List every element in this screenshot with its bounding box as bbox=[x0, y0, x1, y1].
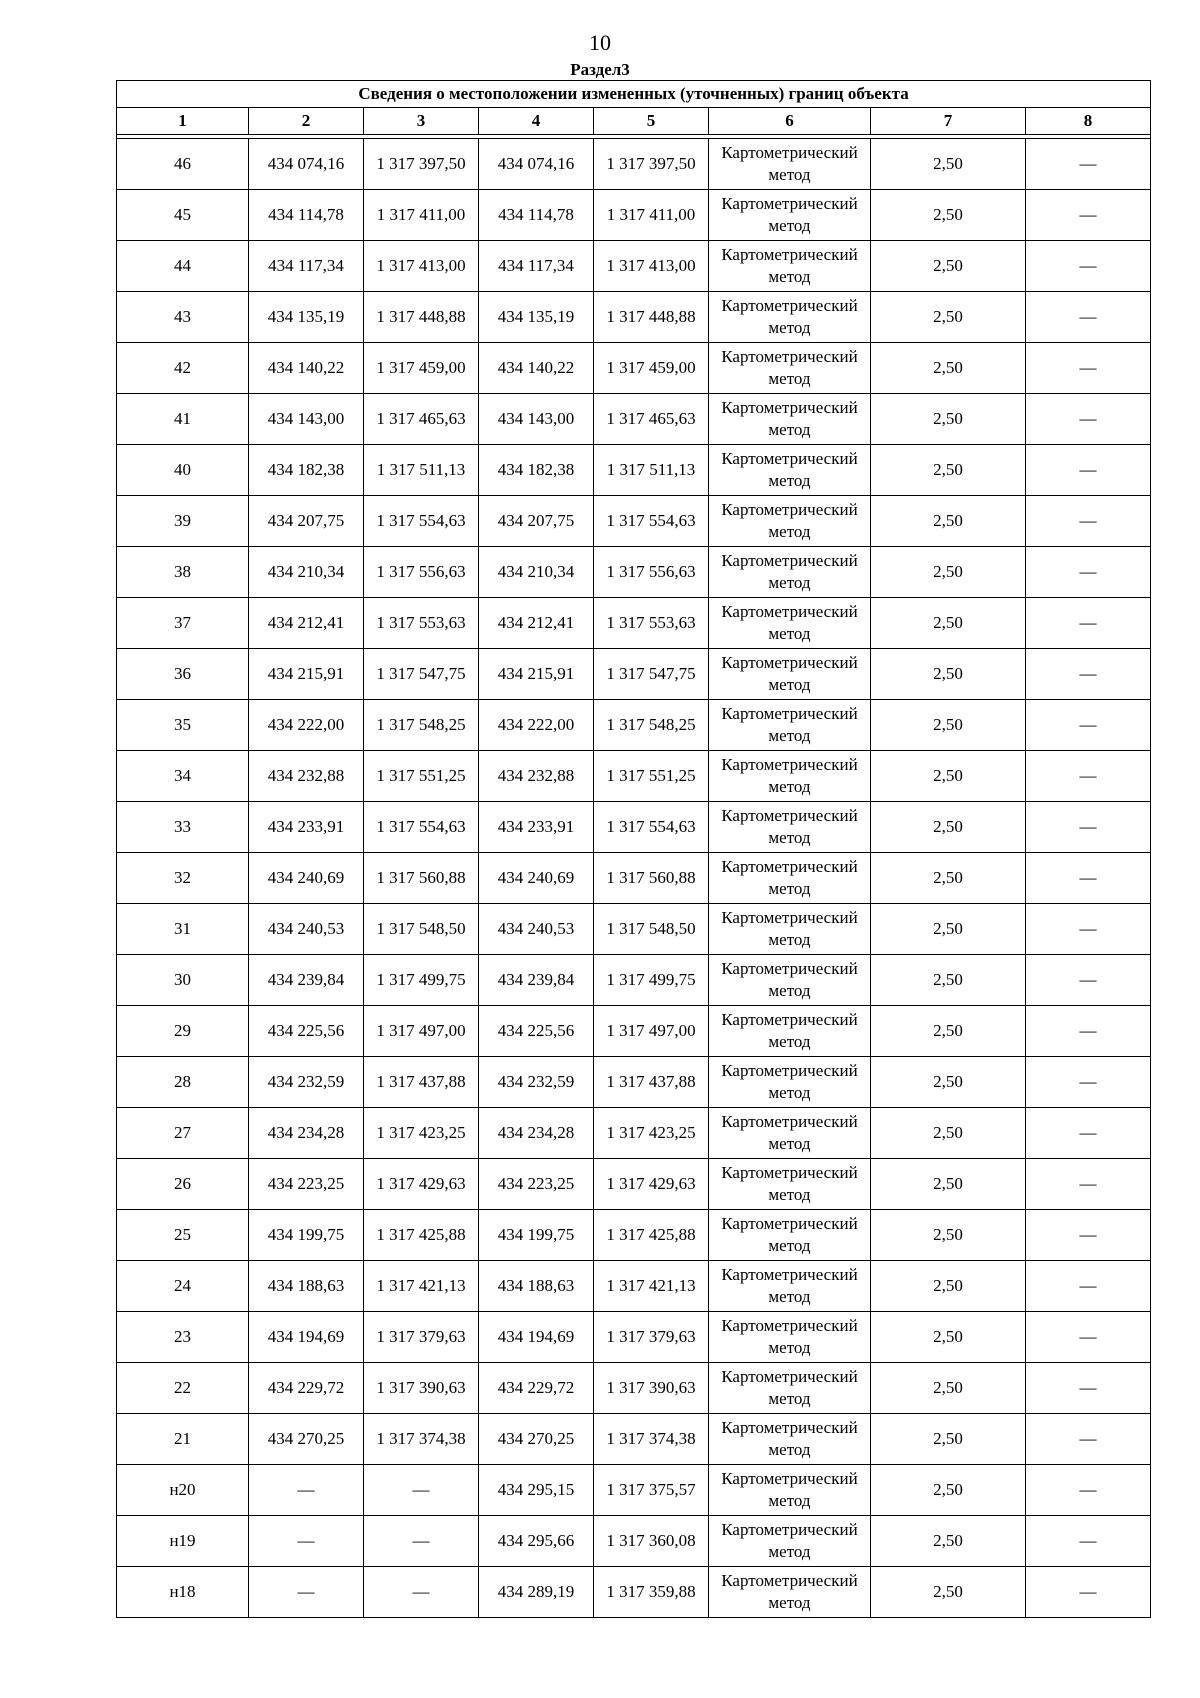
cell-description: — bbox=[1026, 1057, 1151, 1108]
cell-method: Картометрический метод bbox=[709, 1465, 871, 1516]
cell-point-id: 24 bbox=[117, 1261, 249, 1312]
cell-new-x: 434 295,66 bbox=[479, 1516, 594, 1567]
cell-accuracy: 2,50 bbox=[871, 1210, 1026, 1261]
cell-description: — bbox=[1026, 955, 1151, 1006]
cell-new-x: 434 240,69 bbox=[479, 853, 594, 904]
cell-old-x: 434 229,72 bbox=[249, 1363, 364, 1414]
cell-new-y: 1 317 421,13 bbox=[594, 1261, 709, 1312]
cell-accuracy: 2,50 bbox=[871, 598, 1026, 649]
cell-new-x: 434 117,34 bbox=[479, 241, 594, 292]
cell-method: Картометрический метод bbox=[709, 1567, 871, 1618]
cell-old-x: 434 074,16 bbox=[249, 139, 364, 190]
cell-description: — bbox=[1026, 190, 1151, 241]
cell-new-x: 434 199,75 bbox=[479, 1210, 594, 1261]
cell-description: — bbox=[1026, 1414, 1151, 1465]
cell-point-id: 27 bbox=[117, 1108, 249, 1159]
cell-method: Картометрический метод bbox=[709, 139, 871, 190]
cell-point-id: н20 bbox=[117, 1465, 249, 1516]
cell-new-y: 1 317 360,08 bbox=[594, 1516, 709, 1567]
cell-point-id: 45 bbox=[117, 190, 249, 241]
cell-new-y: 1 317 499,75 bbox=[594, 955, 709, 1006]
table-row bbox=[117, 394, 1151, 445]
cell-accuracy: 2,50 bbox=[871, 241, 1026, 292]
cell-point-id: 23 bbox=[117, 1312, 249, 1363]
cell-new-x: 434 289,19 bbox=[479, 1567, 594, 1618]
cell-method: Картометрический метод bbox=[709, 547, 871, 598]
cell-old-x: 434 135,19 bbox=[249, 292, 364, 343]
cell-accuracy: 2,50 bbox=[871, 292, 1026, 343]
cell-point-id: 25 bbox=[117, 1210, 249, 1261]
column-number-3: 3 bbox=[364, 108, 479, 135]
cell-old-y: 1 317 556,63 bbox=[364, 547, 479, 598]
cell-new-y: 1 317 554,63 bbox=[594, 496, 709, 547]
cell-new-x: 434 207,75 bbox=[479, 496, 594, 547]
cell-old-y: 1 317 448,88 bbox=[364, 292, 479, 343]
cell-old-y: 1 317 429,63 bbox=[364, 1159, 479, 1210]
cell-new-x: 434 229,72 bbox=[479, 1363, 594, 1414]
table-row bbox=[117, 1261, 1151, 1312]
cell-point-id: 34 bbox=[117, 751, 249, 802]
cell-new-y: 1 317 423,25 bbox=[594, 1108, 709, 1159]
cell-old-y: 1 317 499,75 bbox=[364, 955, 479, 1006]
cell-point-id: 33 bbox=[117, 802, 249, 853]
cell-old-y: 1 317 547,75 bbox=[364, 649, 479, 700]
table-row bbox=[117, 751, 1151, 802]
cell-point-id: 46 bbox=[117, 139, 249, 190]
cell-old-y: 1 317 413,00 bbox=[364, 241, 479, 292]
table-row bbox=[117, 1414, 1151, 1465]
cell-description: — bbox=[1026, 445, 1151, 496]
cell-old-y: 1 317 554,63 bbox=[364, 802, 479, 853]
column-number-5: 5 bbox=[594, 108, 709, 135]
cell-accuracy: 2,50 bbox=[871, 445, 1026, 496]
cell-new-y: 1 317 359,88 bbox=[594, 1567, 709, 1618]
cell-accuracy: 2,50 bbox=[871, 649, 1026, 700]
cell-old-y: 1 317 465,63 bbox=[364, 394, 479, 445]
table-row bbox=[117, 1567, 1151, 1618]
cell-old-y: 1 317 423,25 bbox=[364, 1108, 479, 1159]
cell-new-y: 1 317 397,50 bbox=[594, 139, 709, 190]
cell-old-x: 434 233,91 bbox=[249, 802, 364, 853]
cell-accuracy: 2,50 bbox=[871, 343, 1026, 394]
table-row bbox=[117, 445, 1151, 496]
cell-accuracy: 2,50 bbox=[871, 751, 1026, 802]
cell-old-x: 434 140,22 bbox=[249, 343, 364, 394]
table-row bbox=[117, 1108, 1151, 1159]
cell-description: — bbox=[1026, 496, 1151, 547]
column-number-7: 7 bbox=[871, 108, 1026, 135]
cell-point-id: 35 bbox=[117, 700, 249, 751]
cell-new-x: 434 270,25 bbox=[479, 1414, 594, 1465]
cell-new-y: 1 317 548,25 bbox=[594, 700, 709, 751]
cell-method: Картометрический метод bbox=[709, 1516, 871, 1567]
cell-new-x: 434 232,59 bbox=[479, 1057, 594, 1108]
cell-old-x: 434 182,38 bbox=[249, 445, 364, 496]
cell-new-y: 1 317 374,38 bbox=[594, 1414, 709, 1465]
cell-old-y: 1 317 497,00 bbox=[364, 1006, 479, 1057]
cell-old-y: — bbox=[364, 1516, 479, 1567]
cell-new-y: 1 317 411,00 bbox=[594, 190, 709, 241]
cell-point-id: 32 bbox=[117, 853, 249, 904]
cell-old-y: — bbox=[364, 1465, 479, 1516]
cell-point-id: 26 bbox=[117, 1159, 249, 1210]
cell-old-x: 434 240,69 bbox=[249, 853, 364, 904]
cell-old-y: 1 317 554,63 bbox=[364, 496, 479, 547]
cell-new-x: 434 215,91 bbox=[479, 649, 594, 700]
cell-point-id: 22 bbox=[117, 1363, 249, 1414]
cell-new-y: 1 317 413,00 bbox=[594, 241, 709, 292]
table-row bbox=[117, 292, 1151, 343]
cell-method: Картометрический метод bbox=[709, 1312, 871, 1363]
cell-accuracy: 2,50 bbox=[871, 1516, 1026, 1567]
cell-old-x: — bbox=[249, 1567, 364, 1618]
cell-description: — bbox=[1026, 343, 1151, 394]
cell-accuracy: 2,50 bbox=[871, 802, 1026, 853]
cell-old-y: 1 317 411,00 bbox=[364, 190, 479, 241]
cell-method: Картометрический метод bbox=[709, 445, 871, 496]
cell-old-y: 1 317 379,63 bbox=[364, 1312, 479, 1363]
cell-point-id: 38 bbox=[117, 547, 249, 598]
cell-method: Картометрический метод bbox=[709, 649, 871, 700]
cell-point-id: н19 bbox=[117, 1516, 249, 1567]
column-number-4: 4 bbox=[479, 108, 594, 135]
cell-old-x: 434 143,00 bbox=[249, 394, 364, 445]
cell-method: Картометрический метод bbox=[709, 394, 871, 445]
cell-new-x: 434 225,56 bbox=[479, 1006, 594, 1057]
cell-new-y: 1 317 379,63 bbox=[594, 1312, 709, 1363]
table-row bbox=[117, 139, 1151, 190]
table-row bbox=[117, 343, 1151, 394]
cell-old-x: 434 232,59 bbox=[249, 1057, 364, 1108]
cell-point-id: 28 bbox=[117, 1057, 249, 1108]
cell-new-x: 434 194,69 bbox=[479, 1312, 594, 1363]
cell-description: — bbox=[1026, 802, 1151, 853]
cell-new-x: 434 222,00 bbox=[479, 700, 594, 751]
table-row bbox=[117, 496, 1151, 547]
cell-new-y: 1 317 553,63 bbox=[594, 598, 709, 649]
cell-description: — bbox=[1026, 292, 1151, 343]
cell-accuracy: 2,50 bbox=[871, 1108, 1026, 1159]
cell-point-id: 21 bbox=[117, 1414, 249, 1465]
cell-point-id: 42 bbox=[117, 343, 249, 394]
cell-method: Картометрический метод bbox=[709, 955, 871, 1006]
table-row bbox=[117, 700, 1151, 751]
column-number-2: 2 bbox=[249, 108, 364, 135]
cell-point-id: 30 bbox=[117, 955, 249, 1006]
cell-accuracy: 2,50 bbox=[871, 1414, 1026, 1465]
cell-old-x: 434 212,41 bbox=[249, 598, 364, 649]
cell-new-x: 434 135,19 bbox=[479, 292, 594, 343]
table-row bbox=[117, 649, 1151, 700]
cell-old-y: 1 317 548,25 bbox=[364, 700, 479, 751]
cell-new-y: 1 317 465,63 bbox=[594, 394, 709, 445]
cell-old-y: 1 317 374,38 bbox=[364, 1414, 479, 1465]
cell-accuracy: 2,50 bbox=[871, 190, 1026, 241]
column-number-8: 8 bbox=[1026, 108, 1151, 135]
column-number-6: 6 bbox=[709, 108, 871, 135]
cell-method: Картометрический метод bbox=[709, 751, 871, 802]
cell-description: — bbox=[1026, 1312, 1151, 1363]
table-row bbox=[117, 802, 1151, 853]
cell-method: Картометрический метод bbox=[709, 292, 871, 343]
section-title: Раздел3 bbox=[570, 60, 630, 79]
cell-method: Картометрический метод bbox=[709, 1159, 871, 1210]
cell-old-x: 434 234,28 bbox=[249, 1108, 364, 1159]
cell-description: — bbox=[1026, 1159, 1151, 1210]
cell-description: — bbox=[1026, 700, 1151, 751]
cell-accuracy: 2,50 bbox=[871, 394, 1026, 445]
cell-description: — bbox=[1026, 1210, 1151, 1261]
cell-new-y: 1 317 497,00 bbox=[594, 1006, 709, 1057]
table-row bbox=[117, 1312, 1151, 1363]
cell-method: Картометрический метод bbox=[709, 1057, 871, 1108]
cell-method: Картометрический метод bbox=[709, 1108, 871, 1159]
cell-point-id: 44 bbox=[117, 241, 249, 292]
cell-old-x: 434 194,69 bbox=[249, 1312, 364, 1363]
cell-old-x: 434 232,88 bbox=[249, 751, 364, 802]
cell-description: — bbox=[1026, 1516, 1151, 1567]
table-row bbox=[117, 241, 1151, 292]
cell-new-y: 1 317 560,88 bbox=[594, 853, 709, 904]
cell-method: Картометрический метод bbox=[709, 700, 871, 751]
cell-old-y: 1 317 548,50 bbox=[364, 904, 479, 955]
cell-description: — bbox=[1026, 598, 1151, 649]
cell-old-y: 1 317 425,88 bbox=[364, 1210, 479, 1261]
cell-old-x: 434 117,34 bbox=[249, 241, 364, 292]
cell-new-x: 434 140,22 bbox=[479, 343, 594, 394]
cell-old-y: 1 317 560,88 bbox=[364, 853, 479, 904]
cell-description: — bbox=[1026, 904, 1151, 955]
cell-accuracy: 2,50 bbox=[871, 1261, 1026, 1312]
cell-new-y: 1 317 390,63 bbox=[594, 1363, 709, 1414]
cell-new-x: 434 232,88 bbox=[479, 751, 594, 802]
cell-old-x: 434 239,84 bbox=[249, 955, 364, 1006]
cell-new-y: 1 317 548,50 bbox=[594, 904, 709, 955]
cell-old-x: 434 188,63 bbox=[249, 1261, 364, 1312]
table-row bbox=[117, 1363, 1151, 1414]
cell-new-x: 434 240,53 bbox=[479, 904, 594, 955]
cell-new-x: 434 212,41 bbox=[479, 598, 594, 649]
column-number-row bbox=[117, 108, 1151, 135]
cell-accuracy: 2,50 bbox=[871, 853, 1026, 904]
cell-description: — bbox=[1026, 1261, 1151, 1312]
cell-new-x: 434 233,91 bbox=[479, 802, 594, 853]
cell-method: Картометрический метод bbox=[709, 241, 871, 292]
cell-method: Картометрический метод bbox=[709, 853, 871, 904]
cell-description: — bbox=[1026, 139, 1151, 190]
cell-accuracy: 2,50 bbox=[871, 139, 1026, 190]
table-row bbox=[117, 1516, 1151, 1567]
cell-description: — bbox=[1026, 1465, 1151, 1516]
cell-new-y: 1 317 429,63 bbox=[594, 1159, 709, 1210]
cell-method: Картометрический метод bbox=[709, 343, 871, 394]
cell-description: — bbox=[1026, 1108, 1151, 1159]
table-row bbox=[117, 1210, 1151, 1261]
cell-new-x: 434 182,38 bbox=[479, 445, 594, 496]
cell-method: Картометрический метод bbox=[709, 598, 871, 649]
cell-old-x: 434 215,91 bbox=[249, 649, 364, 700]
cell-point-id: 39 bbox=[117, 496, 249, 547]
cell-point-id: 41 bbox=[117, 394, 249, 445]
table-row bbox=[117, 904, 1151, 955]
page-number: 10 bbox=[589, 30, 611, 55]
cell-old-y: 1 317 511,13 bbox=[364, 445, 479, 496]
cell-description: — bbox=[1026, 1006, 1151, 1057]
cell-old-x: 434 114,78 bbox=[249, 190, 364, 241]
cell-new-y: 1 317 437,88 bbox=[594, 1057, 709, 1108]
cell-description: — bbox=[1026, 751, 1151, 802]
cell-old-y: — bbox=[364, 1567, 479, 1618]
cell-accuracy: 2,50 bbox=[871, 496, 1026, 547]
cell-new-y: 1 317 448,88 bbox=[594, 292, 709, 343]
table-row bbox=[117, 853, 1151, 904]
cell-method: Картометрический метод bbox=[709, 1261, 871, 1312]
cell-new-y: 1 317 554,63 bbox=[594, 802, 709, 853]
cell-old-y: 1 317 459,00 bbox=[364, 343, 479, 394]
cell-new-x: 434 295,15 bbox=[479, 1465, 594, 1516]
cell-new-x: 434 188,63 bbox=[479, 1261, 594, 1312]
cell-accuracy: 2,50 bbox=[871, 1006, 1026, 1057]
cell-new-x: 434 234,28 bbox=[479, 1108, 594, 1159]
cell-new-x: 434 239,84 bbox=[479, 955, 594, 1006]
cell-accuracy: 2,50 bbox=[871, 1057, 1026, 1108]
cell-new-x: 434 210,34 bbox=[479, 547, 594, 598]
cell-accuracy: 2,50 bbox=[871, 1312, 1026, 1363]
cell-description: — bbox=[1026, 1567, 1151, 1618]
boundary-coordinates-table bbox=[116, 80, 1151, 1618]
cell-new-y: 1 317 556,63 bbox=[594, 547, 709, 598]
cell-description: — bbox=[1026, 853, 1151, 904]
cell-new-y: 1 317 511,13 bbox=[594, 445, 709, 496]
cell-accuracy: 2,50 bbox=[871, 1159, 1026, 1210]
cell-method: Картометрический метод bbox=[709, 190, 871, 241]
cell-point-id: 29 bbox=[117, 1006, 249, 1057]
cell-old-x: 434 210,34 bbox=[249, 547, 364, 598]
cell-description: — bbox=[1026, 649, 1151, 700]
cell-new-x: 434 143,00 bbox=[479, 394, 594, 445]
cell-old-x: 434 225,56 bbox=[249, 1006, 364, 1057]
cell-old-y: 1 317 421,13 bbox=[364, 1261, 479, 1312]
table-body bbox=[117, 139, 1151, 1618]
cell-point-id: 36 bbox=[117, 649, 249, 700]
cell-old-y: 1 317 390,63 bbox=[364, 1363, 479, 1414]
table-row bbox=[117, 547, 1151, 598]
cell-accuracy: 2,50 bbox=[871, 547, 1026, 598]
cell-description: — bbox=[1026, 394, 1151, 445]
table-row bbox=[117, 190, 1151, 241]
cell-method: Картометрический метод bbox=[709, 1006, 871, 1057]
cell-method: Картометрический метод bbox=[709, 1414, 871, 1465]
cell-old-x: 434 270,25 bbox=[249, 1414, 364, 1465]
cell-new-y: 1 317 459,00 bbox=[594, 343, 709, 394]
cell-old-y: 1 317 397,50 bbox=[364, 139, 479, 190]
cell-accuracy: 2,50 bbox=[871, 1567, 1026, 1618]
cell-new-y: 1 317 547,75 bbox=[594, 649, 709, 700]
cell-old-x: 434 199,75 bbox=[249, 1210, 364, 1261]
cell-method: Картометрический метод bbox=[709, 904, 871, 955]
cell-old-x: 434 240,53 bbox=[249, 904, 364, 955]
cell-new-y: 1 317 425,88 bbox=[594, 1210, 709, 1261]
cell-new-x: 434 223,25 bbox=[479, 1159, 594, 1210]
cell-old-y: 1 317 551,25 bbox=[364, 751, 479, 802]
table-row bbox=[117, 1057, 1151, 1108]
cell-point-id: 31 bbox=[117, 904, 249, 955]
table-row bbox=[117, 1465, 1151, 1516]
cell-old-x: — bbox=[249, 1465, 364, 1516]
cell-point-id: 37 bbox=[117, 598, 249, 649]
cell-old-x: — bbox=[249, 1516, 364, 1567]
cell-new-y: 1 317 375,57 bbox=[594, 1465, 709, 1516]
cell-old-x: 434 222,00 bbox=[249, 700, 364, 751]
table-row bbox=[117, 598, 1151, 649]
cell-old-y: 1 317 553,63 bbox=[364, 598, 479, 649]
cell-method: Картометрический метод bbox=[709, 496, 871, 547]
cell-accuracy: 2,50 bbox=[871, 1465, 1026, 1516]
column-number-1: 1 bbox=[117, 108, 249, 135]
cell-accuracy: 2,50 bbox=[871, 955, 1026, 1006]
table-row bbox=[117, 955, 1151, 1006]
cell-method: Картометрический метод bbox=[709, 1210, 871, 1261]
cell-accuracy: 2,50 bbox=[871, 1363, 1026, 1414]
cell-new-x: 434 074,16 bbox=[479, 139, 594, 190]
cell-point-id: н18 bbox=[117, 1567, 249, 1618]
table-caption: Сведения о местоположении измененных (уточненных) границ объекта bbox=[117, 81, 1151, 108]
cell-old-x: 434 223,25 bbox=[249, 1159, 364, 1210]
cell-accuracy: 2,50 bbox=[871, 700, 1026, 751]
cell-accuracy: 2,50 bbox=[871, 904, 1026, 955]
cell-old-x: 434 207,75 bbox=[249, 496, 364, 547]
cell-description: — bbox=[1026, 547, 1151, 598]
cell-point-id: 40 bbox=[117, 445, 249, 496]
cell-description: — bbox=[1026, 1363, 1151, 1414]
cell-method: Картометрический метод bbox=[709, 1363, 871, 1414]
cell-method: Картометрический метод bbox=[709, 802, 871, 853]
table-row bbox=[117, 1159, 1151, 1210]
table-row bbox=[117, 1006, 1151, 1057]
cell-point-id: 43 bbox=[117, 292, 249, 343]
cell-old-y: 1 317 437,88 bbox=[364, 1057, 479, 1108]
cell-new-y: 1 317 551,25 bbox=[594, 751, 709, 802]
cell-description: — bbox=[1026, 241, 1151, 292]
cell-new-x: 434 114,78 bbox=[479, 190, 594, 241]
